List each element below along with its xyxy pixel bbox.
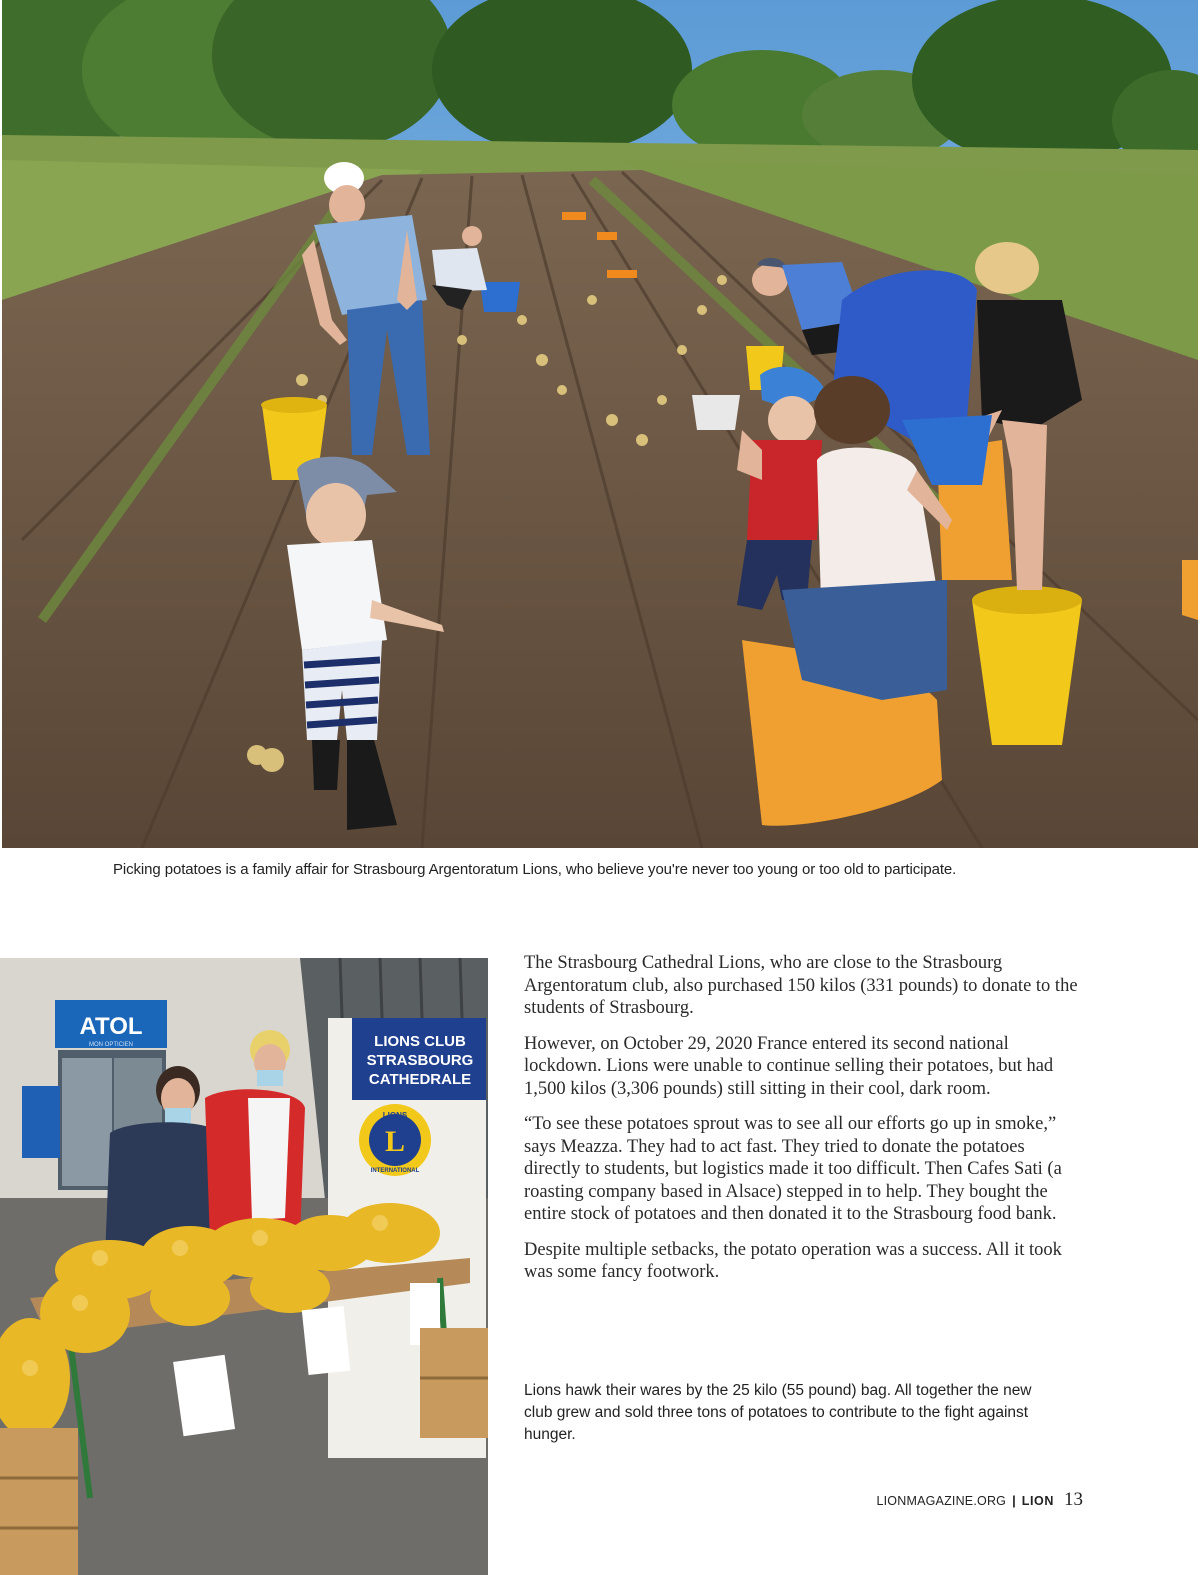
top-photo-caption: Picking potatoes is a family affair for Strasbourg Argentoratum Lions, who believe you're never too young or too old to participate. [113,861,957,878]
lions-emblem-top: LIONS [382,1111,408,1120]
banner-line-2: STRASBOURG [366,1052,474,1069]
page-footer [876,1489,1083,1511]
potato-field-photo [2,0,1198,848]
bottom-photo-caption: Lions hawk their wares by the 25 kilo (55 pound) bag. All together the new club grew and sold three tons of potatoes to contribute to the fight against hunger. [524,1382,1032,1443]
lions-emblem-letter: L [384,1125,406,1158]
article-paragraph: However, on October 29, 2020 France entered its second national lockdown. Lions were unable to continue selling their potatoes, but had 1,500 kilos (3,306 pounds) still sitting in their cool, dark room. [524,1033,1054,1099]
article-body [524,952,1084,1297]
wooden-crate-left [0,1428,78,1575]
banner-line-3: CATHEDRALE [368,1071,472,1088]
page-number: 13 [1064,1489,1083,1510]
market-stall-photo [0,958,488,1575]
market-stall-illustration [0,958,488,1575]
article-paragraph: Despite multiple setbacks, the potato operation was a success. All it took was some fancy footwork. [524,1239,1062,1282]
article-paragraph: “To see these potatoes sprout was to see all our efforts go up in smoke,” says Meazza. They had to act fast. They tried to donate the potatoes directly to students, but logistics made it too difficult. Then Cafes Sati (a roasting company based in Alsace) stepped in to help. They bought the entire stock of potatoes and then donated it to the Strasbourg food bank. [524,1114,1062,1224]
article-paragraph: The Strasbourg Cathedral Lions, who are close to the Strasbourg Argentoratum club, also purchased 150 kilos (331 pounds) to donate to the students of Strasbourg. [524,953,1078,1018]
footer-magazine-name: LION [1021,1494,1054,1508]
atol-sign-text: ATOL [79,1013,143,1040]
footer-website: LIONMAGAZINE.ORG [876,1494,1007,1508]
potato-field-illustration [2,0,1198,848]
banner-line-1: LIONS CLUB [374,1033,466,1050]
footer-separator: | [1012,1493,1016,1508]
lions-emblem-bottom: INTERNATIONAL [370,1168,420,1174]
atol-sign-subtext: MON OPTICIEN [88,1042,134,1048]
